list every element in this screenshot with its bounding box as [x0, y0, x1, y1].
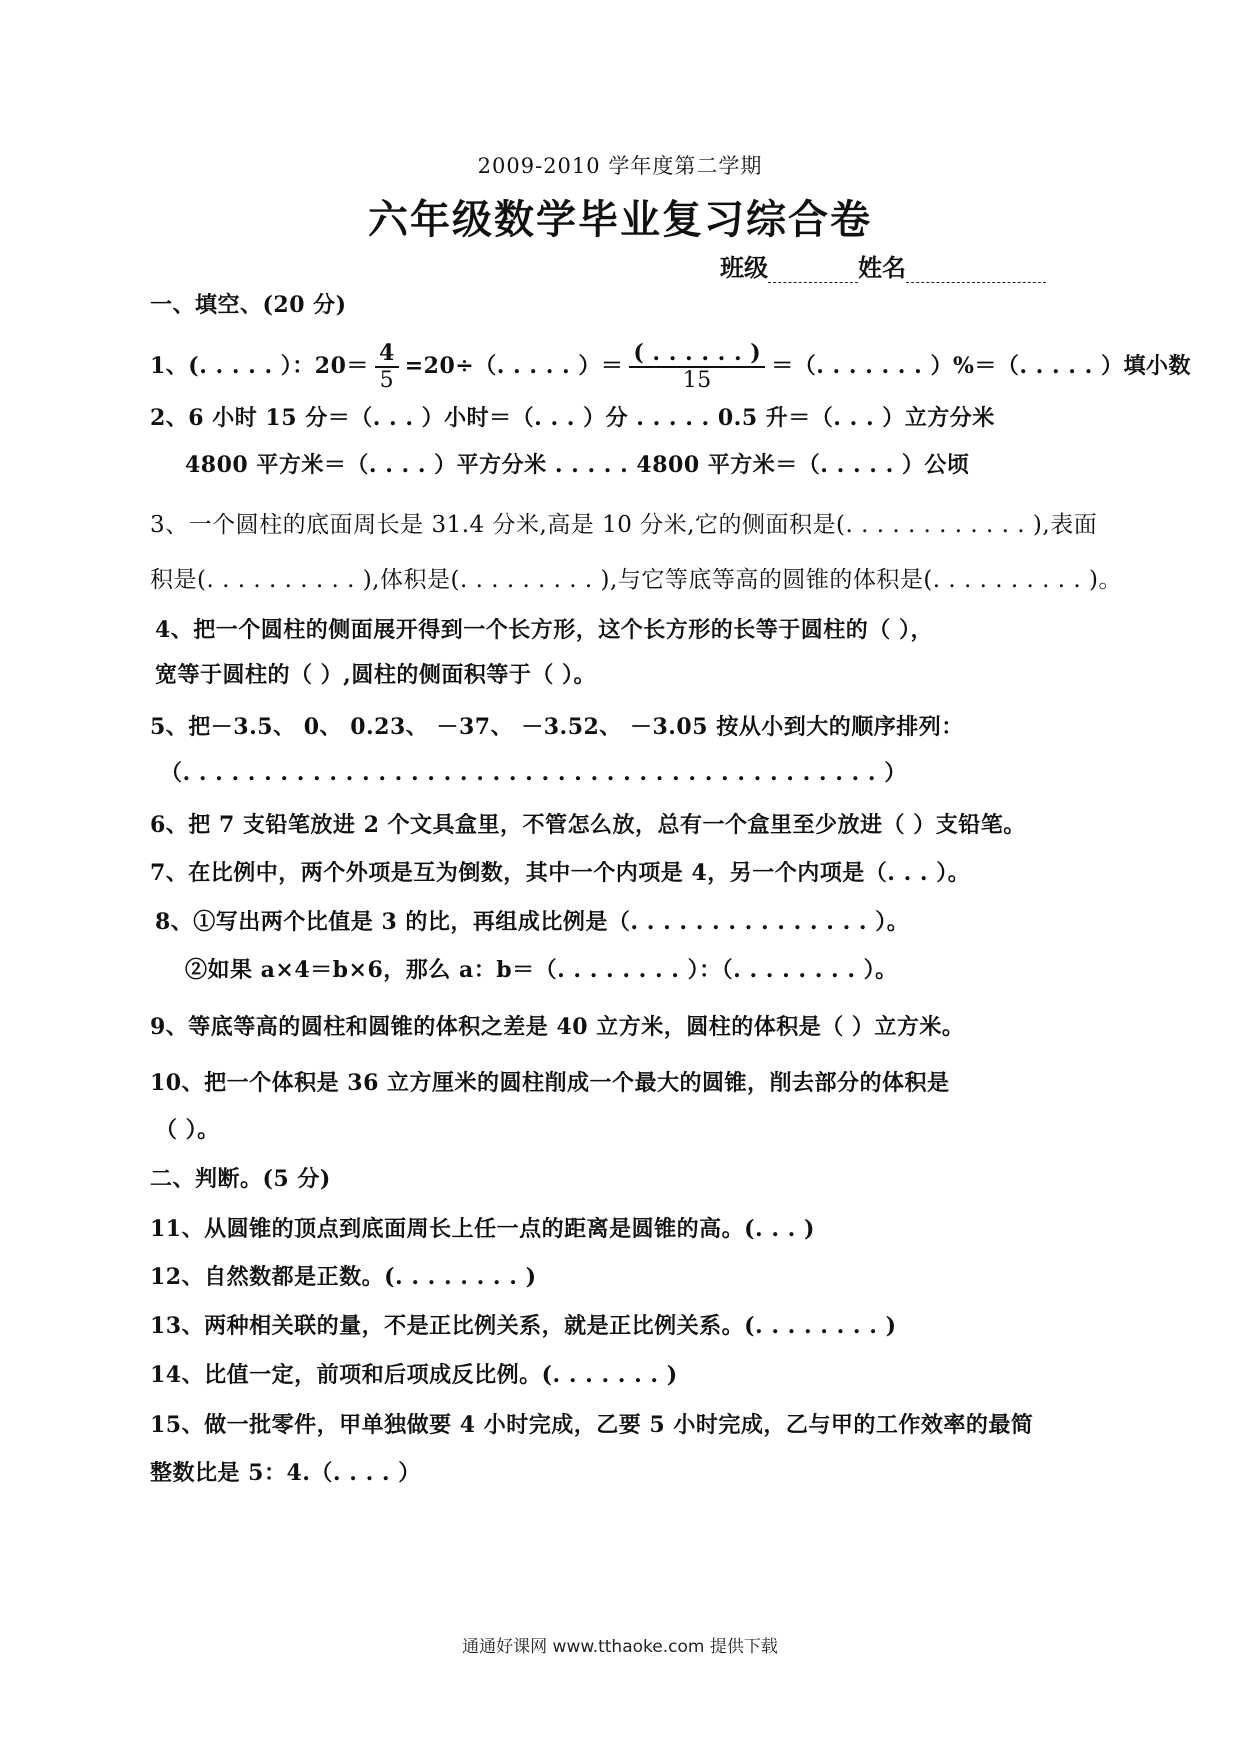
exam-title: 六年级数学毕业复习综合卷	[368, 196, 872, 243]
semester-label: 2009-2010 学年度第二学期	[477, 154, 763, 178]
question-4-line-1: 4、把一个圆柱的侧面展开得到一个长方形，这个长方形的长等于圆柱的（ ），	[155, 617, 933, 643]
question-1	[150, 340, 1191, 394]
question-10-line-2: （ ）。	[155, 1117, 220, 1143]
section-1-heading: 一、填空、(20 分)	[150, 292, 347, 318]
question-14: 14、比值一定，前项和后项成反比例。(. . . . . . . )	[150, 1362, 678, 1388]
question-15-line-2: 整数比是 5：4.（. . . . ）	[150, 1460, 421, 1486]
question-9: 9、等底等高的圆柱和圆锥的体积之差是 40 立方米，圆柱的体积是（ ）立方米。	[150, 1014, 965, 1040]
footer-credit: 通通好课网 www.tthaoke.com 提供下载	[462, 1637, 778, 1657]
fraction-blank-15	[629, 340, 765, 394]
fraction-numerator: ( . . . . . . )	[629, 340, 765, 368]
question-6: 6、把 7 支铅笔放进 2 个文具盒里，不管怎么放，总有一个盒里至少放进（ ）支铅笔。	[150, 812, 1026, 838]
question-3-line-2: 积是(. . . . . . . . . . ),体积是(. . . . . . . . . ),与它等底等高的圆锥的体积是(. . . . . . . . . . )。	[150, 567, 1123, 593]
question-5-line-1: 5、把－3.5、 0、 0.23、 －37、 －3.52、 －3.05 按从小到大的顺序排列：	[150, 714, 964, 740]
fraction-4-5	[375, 340, 399, 394]
question-4-line-2: 宽等于圆柱的（ ）,圆柱的侧面积等于（ ）。	[155, 662, 596, 688]
question-2-line-1: 2、6 小时 15 分＝（. . . ）小时＝（. . . ）分 . . . . . 0.5 升＝（. . . ）立方分米	[150, 405, 995, 431]
question-12: 12、自然数都是正数。(. . . . . . . . )	[150, 1264, 537, 1290]
question-10-line-1: 10、把一个体积是 36 立方厘米的圆柱削成一个最大的圆锥，削去部分的体积是	[150, 1070, 950, 1096]
fraction-denominator: 5	[379, 368, 395, 393]
question-13: 13、两种相关联的量，不是正比例关系，就是正比例关系。(. . . . . . . . )	[150, 1313, 897, 1339]
fraction-denominator: 15	[682, 368, 712, 393]
question-2-line-2: 4800 平方米＝（. . . . ）平方分米 . . . . . 4800 平方米＝（. . . . . ）公顷	[185, 452, 970, 478]
question-8-line-1: 8、①写出两个比值是 3 的比，再组成比例是（. . . . . . . . . . . . . . . ）。	[155, 909, 910, 935]
question-15-line-1: 15、做一批零件，甲单独做要 4 小时完成，乙要 5 小时完成，乙与甲的工作效率的最简	[150, 1412, 1034, 1438]
q1-part-a: 1、(. . . . . ）：20＝	[150, 353, 369, 379]
question-3-line-1: 3、一个圆柱的底面周长是 31.4 分米,高是 10 分米,它的侧面积是(. . . . . . . . . . . . ),表面	[150, 512, 1098, 538]
q1-part-b: =20÷（. . . . . ）＝	[404, 353, 624, 379]
question-8-line-2: ②如果 a×4＝b×6，那么 a：b＝（. . . . . . . . ）：（. . . . . . . . ）。	[185, 957, 898, 983]
fraction-numerator: 4	[375, 340, 399, 368]
question-5-line-2: （. . . . . . . . . . . . . . . . . . . . . . . . . . . . . . . . . . . . . . . . . . . ）	[160, 760, 907, 786]
section-2-heading: 二、判断。(5 分)	[150, 1166, 331, 1192]
name-blank	[906, 256, 1046, 283]
class-blank	[768, 256, 858, 283]
class-label: 班级	[720, 253, 768, 282]
name-label: 姓名	[858, 253, 906, 282]
question-11: 11、从圆锥的顶点到底面周长上任一点的距离是圆锥的高。(. . . )	[150, 1216, 815, 1242]
student-info	[720, 248, 1046, 283]
question-7: 7、在比例中，两个外项是互为倒数，其中一个内项是 4，另一个内项是（. . . ）。	[150, 860, 971, 886]
q1-part-c: ＝（. . . . . . . ）%＝（. . . . . ）填小数	[771, 353, 1191, 379]
